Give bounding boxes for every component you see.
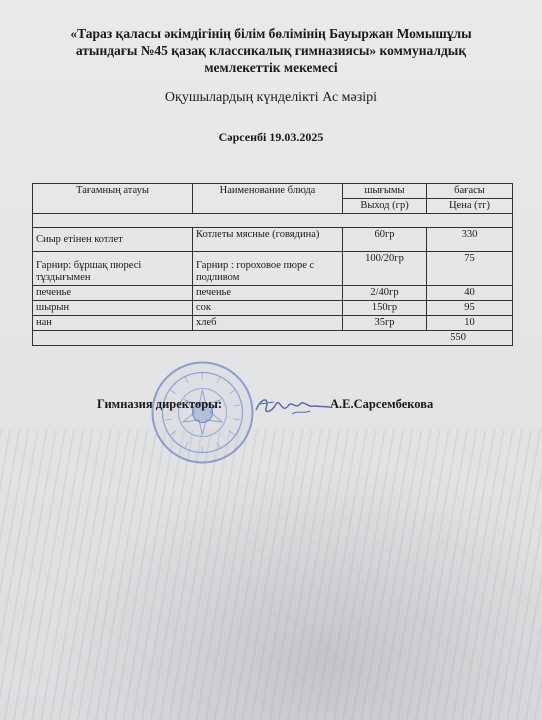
dish-price: 330	[427, 228, 513, 252]
handwritten-signature-icon	[252, 392, 332, 422]
header-name-ru: Наименование блюда	[193, 184, 343, 214]
dish-name-ru: Гарнир : гороховое пюре с подливом	[193, 252, 343, 286]
dish-price: 10	[427, 316, 513, 331]
header-yield-kk: шығымы	[343, 184, 427, 199]
table-row	[33, 316, 513, 331]
dish-name-ru: Котлеты мясные (говядина)	[193, 228, 343, 252]
table-row	[33, 228, 513, 252]
document-title: «Тараз қаласы әкімдігінің білім бөлімінің Бауыржан Момышұлы атындағы №45 қазақ классикалық гимназиясы» коммуналдық мемлекеттік мекемесі	[70, 26, 472, 75]
dish-price: 40	[427, 286, 513, 301]
header-row-top	[33, 184, 513, 199]
dish-name-ru: печенье	[193, 286, 343, 301]
dish-name-ru: хлеб	[193, 316, 343, 331]
official-stamp-icon	[150, 360, 255, 465]
dish-yield: 150гр	[343, 301, 427, 316]
menu-table	[32, 183, 513, 346]
director-label: Гимназия директоры:	[97, 397, 223, 411]
total-row	[33, 331, 513, 346]
table-row	[33, 301, 513, 316]
header-name-kk: Тағамның атауы	[33, 184, 193, 214]
header-price-kk: бағасы	[427, 184, 513, 199]
spacer-row	[33, 214, 513, 228]
dish-price: 75	[427, 252, 513, 286]
paper-shadow	[0, 430, 542, 720]
dish-name-kk: Сиыр етінен котлет	[33, 228, 193, 252]
menu-subtitle: Оқушылардың күнделікті Ас мәзірі	[164, 90, 378, 105]
dish-price: 95	[427, 301, 513, 316]
menu-date: Сәрсенбі 19.03.2025	[218, 130, 324, 144]
header-yield-ru: Выход (гр)	[343, 199, 427, 214]
table-row	[33, 286, 513, 301]
dish-name-kk: нан	[33, 316, 193, 331]
dish-yield: 100/20гр	[343, 252, 427, 286]
dish-name-kk: Гарнир: бұршақ пюресі тұздығымен	[33, 252, 193, 286]
dish-yield: 60гр	[343, 228, 427, 252]
dish-name-kk: печенье	[33, 286, 193, 301]
total-price: 550	[33, 331, 513, 346]
dish-name-ru: сок	[193, 301, 343, 316]
dish-name-kk: шырын	[33, 301, 193, 316]
dish-yield: 35гр	[343, 316, 427, 331]
director-name: А.Е.Сарсембекова	[330, 397, 434, 411]
dish-yield: 2/40гр	[343, 286, 427, 301]
spacer-cell	[33, 214, 513, 228]
table-row	[33, 252, 513, 286]
header-price-ru: Цена (тг)	[427, 199, 513, 214]
